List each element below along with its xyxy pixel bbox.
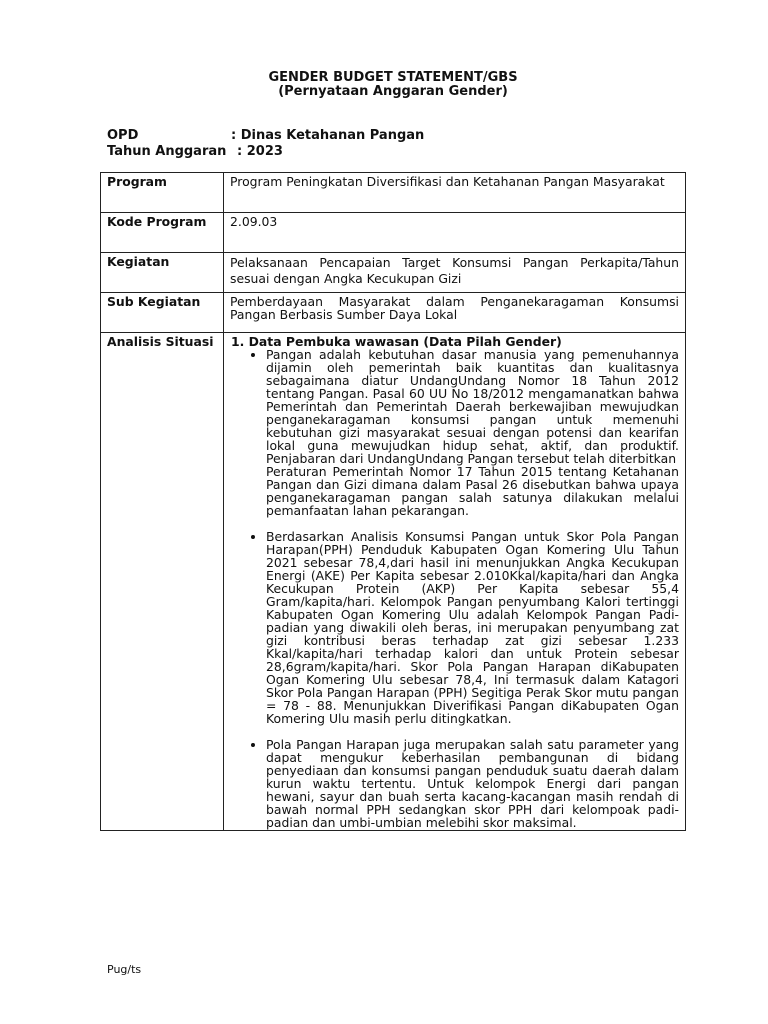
kegiatan-value: Pelaksanaan Pencapaian Target Konsumsi Pangan Perkapita/Tahun sesuai dengan Angka Kecukupan Gizi <box>224 253 686 293</box>
program-value: Program Peningkatan Diversifikasi dan Ketahanan Pangan Masyarakat <box>224 173 686 213</box>
opd-row <box>107 128 424 143</box>
sub-kegiatan-value: Pemberdayaan Masyarakat dalam Penganekaragaman Konsumsi Pangan Berbasis Sumber Daya Lokal <box>224 293 686 333</box>
gbs-table <box>100 172 686 831</box>
program-label: Program <box>101 173 224 213</box>
list-item <box>266 738 679 829</box>
table-row <box>101 173 686 213</box>
year-label: Tahun Anggaran <box>107 144 227 159</box>
table-row <box>101 293 686 333</box>
kode-value: 2.09.03 <box>224 213 686 253</box>
year-row <box>107 144 283 159</box>
analisis-heading: 1. Data Pembuka wawasan (Data Pilah Gender) <box>231 334 562 349</box>
table-row <box>101 333 686 831</box>
year-value: : 2023 <box>237 144 283 159</box>
kegiatan-label: Kegiatan <box>101 253 224 293</box>
bullet-1-text: Pangan adalah kebutuhan dasar manusia yang pemenuhannya dijamin oleh pemerintah baik kuantitas dan kualitasnya sebagaimana diatur UndangUndang Nomor 18 Tahun 2012 tentang Pangan. Pasal 60 UU No 18/2012 mengamanatkan bahwa Pemerintah dan Pemerintah Daerah berkewajiban mewujudkan penganekaragaman konsumsi pangan untuk memenuhi kebutuhan gizi masyarakat sesuai dengan potensi dan kearifan lokal guna mewujudkan hidup sehat, aktif, dan produktif. Penjabaran dari UndangUndang Pangan tersebut telah diterbitkan <box>266 347 679 466</box>
bullet-3-text: Pola Pangan Harapan juga merupakan salah satu parameter yang dapat mengukur keberhasilan pembangunan di bidang penyediaan dan konsumsi pangan penduduk suatu daerah dalam kurun waktu tertentu. Untuk kelompok Energi dari pangan hewani, sayur dan buah serta kacang-kacangan masih rendah di bawah normal PPH sedangkan skor PPH dari kelompoak padi-padian dan umbi-umbian melebihi skor maksimal. <box>266 737 679 830</box>
analisis-value <box>224 333 686 831</box>
document-subtitle: (Pernyataan Anggaran Gender) <box>278 84 508 99</box>
document-title: GENDER BUDGET STATEMENT/GBS <box>268 70 518 85</box>
kode-label: Kode Program <box>101 213 224 253</box>
bullet-1-continuation: Peraturan Pemerintah Nomor 17 Tahun 2015 tentang Ketahanan Pangan dan Gizi dimana dalam Pasal 26 disebutkan bahwa upaya penganekaragaman pangan salah satunya dilakukan melalui pemanfaatan lahan pekarangan. <box>266 464 679 518</box>
list-item <box>266 348 679 517</box>
sub-kegiatan-label: Sub Kegiatan <box>101 293 224 333</box>
table-row <box>101 253 686 293</box>
bullet-2-text: Berdasarkan Analisis Konsumsi Pangan untuk Skor Pola Pangan Harapan(PPH) Penduduk Kabupaten Ogan Komering Ulu Tahun 2021 sebesar 78,4,dari hasil ini menunjukkan Angka Kecukupan Energi (AKE) Per Kapita sebesar 2.010Kkal/kapita/hari dan Angka Kecukupan Protein (AKP) Per Kapita sebesar 55,4 Gram/kapita/hari. Kelompok Pangan penyumbang Kalori tertinggi Kabupaten Ogan Komering Ulu adalah Kelompok Pangan Padi-padian yang diwakili oleh beras, ini merupakan penyumbang zat gizi kontribusi beras terhadap zat gizi sebesar 1.233 Kkal/kapita/hari terhadap kalori dan untuk Protein sebesar 28,6gram/kapita/hari. Skor Pola Pangan Harapan diKabupaten Ogan Komering Ulu sebesar 78,4, Ini termasuk dalam Katagori Skor Pola Pangan Harapan (PPH) Segitiga Perak Skor mutu pangan = 78 - 88. Menunjukkan Diverifikasi Pangan diKabupaten Ogan Komering Ulu masih perlu ditingkatkan. <box>266 529 679 726</box>
analisis-label: Analisis Situasi <box>101 333 224 831</box>
opd-value: : Dinas Ketahanan Pangan <box>231 128 425 143</box>
list-item <box>266 530 679 725</box>
page-footer: Pug/ts <box>107 963 142 976</box>
analisis-list <box>230 348 679 829</box>
table-row <box>101 213 686 253</box>
opd-label: OPD <box>107 128 139 143</box>
